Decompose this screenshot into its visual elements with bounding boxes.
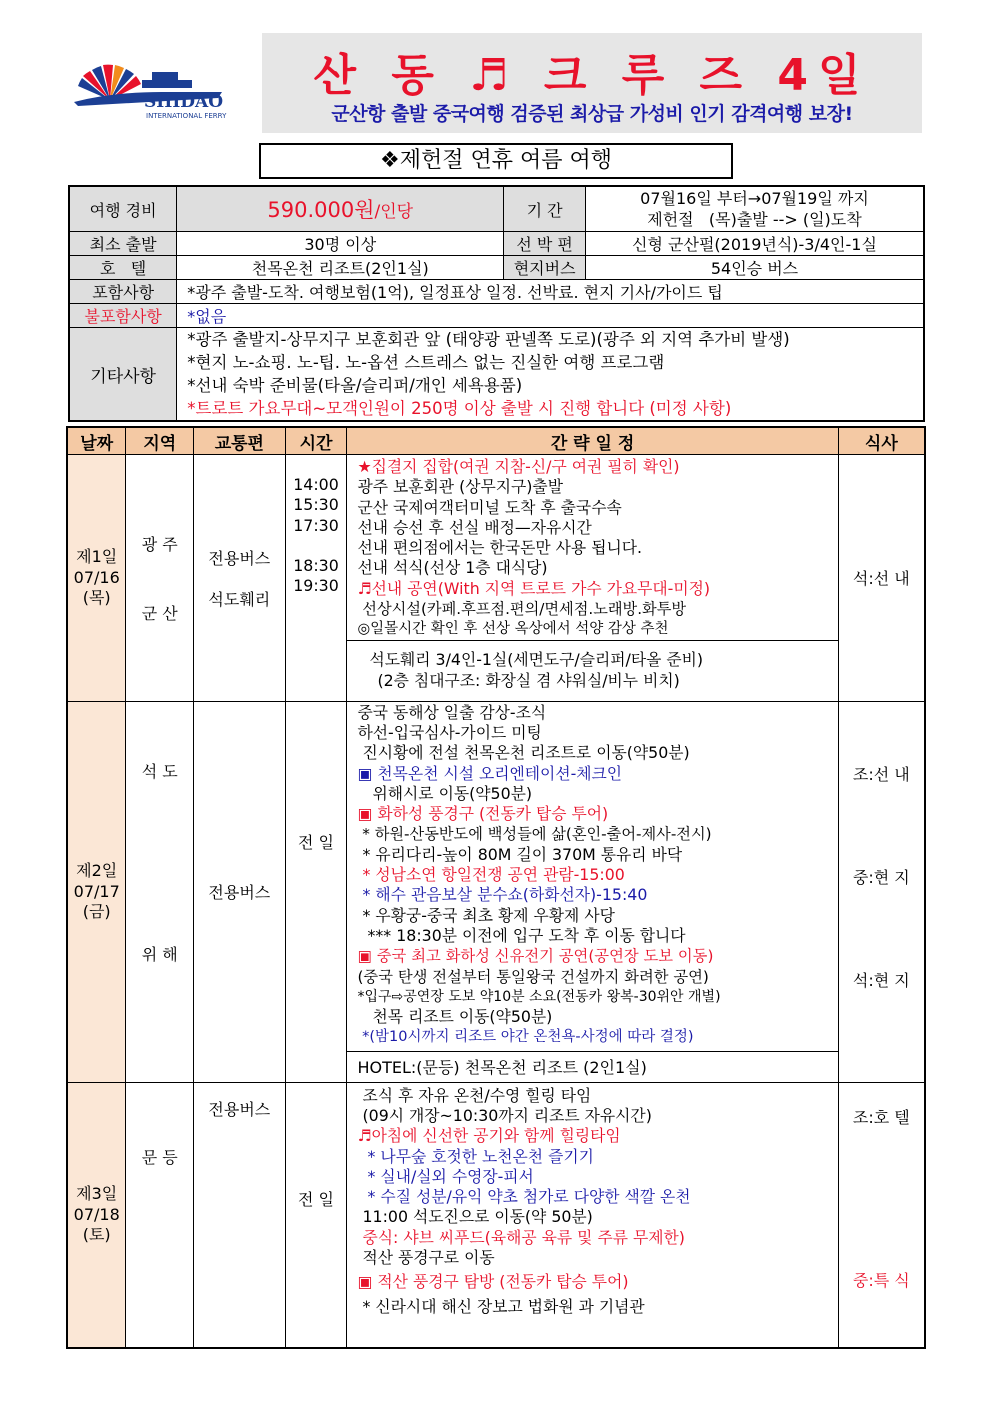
day1-transport-cell [194,455,286,702]
etc-line-red: *트로트 가요무대~모객인원이 250명 이상 출발 시 진행 합니다 (미정 사항) [187,399,732,418]
day3-time: 전 일 [285,1082,347,1348]
day2-meal-cell [838,701,925,1082]
hotel-value: 천목온천 리조트(2인1실) [177,256,504,280]
day1-day: 제1일 [76,547,118,567]
day2-dow: (금) [82,901,111,921]
day2-meal: 석:현 지 [852,970,910,990]
itinerary-line: ★집결지 집합(여권 지참-신/구 여권 필히 확인) [357,457,680,476]
itinerary-line: *(밤10시까지 리조트 야간 온천욕-사정에 따라 결정) [357,1029,694,1046]
day2-region-cell [126,701,194,1082]
day1-transport1: 전용버스 [208,548,271,568]
tour-name: ❖제헌절 연휴 여름 여행 [259,143,733,179]
day2-transport: 전용버스 [194,701,286,1082]
day3-date-cell [67,1082,126,1348]
excluded-value: *없음 [177,304,924,328]
period-line1: 07월16일 부터→07월19일 까지 [640,189,869,208]
etc-cell [177,328,924,422]
day3-meal: 중:특 식 [852,1270,910,1290]
hotel-line: (2층 침대구조: 화장실 겸 샤워실/비누 비치) [377,670,680,690]
day3-itinerary-cell [347,1082,838,1348]
itinerary-line: * 수질 성분/유익 약초 첨가로 다양한 색깔 온천 [357,1187,691,1207]
info-table [68,185,925,422]
day1-transport2: 석도훼리 [208,589,271,609]
day2-meal: 조:선 내 [852,764,910,784]
day1-date-cell [67,455,126,702]
title-banner [262,33,922,133]
itinerary-line: 적산 풍경구로 이동 [357,1248,495,1268]
day2-region2: 위 해 [141,944,178,964]
day2-region1: 석 도 [141,761,178,781]
day2-date: 07/17 [73,881,120,901]
period-cell [585,186,924,232]
itinerary-line: 선내 석식(선상 1층 대식당) [357,558,548,578]
info-row-excluded [69,304,924,328]
logo-brand: SHIDAO [144,92,224,112]
time-text: 15:30 [293,495,339,515]
day3-region: 문 등 [126,1082,194,1348]
day1-time-cell [285,455,347,702]
itinerary-line: 하선-입국심사-가이드 미팅 [357,722,542,742]
itinerary-line: ▣ 천목온천 시설 오리엔테이션-체크인 [357,763,623,783]
period-line2: 제헌절 (목)출발 --> (일)도착 [647,210,862,229]
itinerary-line: (중국 탄생 전설부터 통일왕국 건설까지 화려한 공연) [357,967,709,986]
itinerary-line: (09시 개장~10:30까지 리조트 자유시간) [357,1105,652,1125]
day3-meal: 조:호 텔 [852,1107,910,1127]
header-time: 시간 [285,427,347,455]
header-region: 지역 [126,427,194,455]
day1-region1: 광 주 [141,534,178,554]
hotel-line: 석도훼리 3/4인-1실(세면도구/슬리퍼/타올 준비) [369,650,704,670]
itinerary-line: 조식 후 자유 온천/수영 힐링 타임 [357,1085,592,1105]
time-text: 19:30 [293,576,339,596]
itinerary-line: * 해수 관음보살 분수쇼(하화선자)-15:40 [357,885,648,905]
hotel-label: 호 텔 [69,256,177,280]
itinerary-line: 선상시설(카페.후프점.편의/면세점.노래방.화투방 [357,600,687,619]
price-value: 590.000원 [267,198,375,222]
day2-itinerary-cell [347,701,838,1051]
info-row-price [69,186,924,232]
day2-date-cell [67,701,126,1082]
day2-row [67,701,925,1051]
day1-row [67,455,925,641]
itinerary-line: * 우황궁-중국 최초 황제 우황제 사당 [357,905,615,925]
schedule-table [66,426,926,1349]
itinerary-line: *입구⇨공연장 도보 약10분 소요(전동카 왕복-30위안 개별) [357,988,721,1005]
price-label: 여행 경비 [69,186,177,232]
shidao-logo [72,42,232,128]
day3-transport: 전용버스 [194,1082,286,1348]
info-row-included [69,280,924,304]
price-unit: /인당 [374,202,414,222]
price-cell [177,186,504,232]
itinerary-line: * 하원-산동반도에 백성들에 삶(혼인-출어-제사-전시) [357,825,712,844]
itinerary-line: *** 18:30분 이전에 입구 도착 후 이동 합니다 [357,925,686,945]
info-row-min [69,232,924,256]
day3-meal-cell [838,1082,925,1348]
header-date: 날짜 [67,427,126,455]
etc-line: *현지 노-쇼핑. 노-팁. 노-옵션 스트레스 없는 진실한 여행 프로그램 [187,353,665,372]
day1-region-cell [126,455,194,702]
ship-value: 신형 군산펄(2019년식)-3/4인-1실 [585,232,924,256]
bus-value: 54인승 버스 [585,256,924,280]
day1-meal: 석:선 내 [838,455,925,702]
itinerary-line: 중식: 샤브 씨푸드(육해공 육류 및 주류 무제한) [357,1227,685,1247]
min-label: 최소 출발 [69,232,177,256]
day3-date: 07/18 [73,1204,120,1224]
time-text: 18:30 [293,555,339,575]
day3-dow: (토) [82,1224,111,1244]
excluded-label: 불포함사항 [69,304,177,328]
info-row-etc [69,328,924,422]
etc-line: *선내 숙박 준비물(타올/슬리퍼/개인 세욕용품) [187,376,523,395]
day2-day: 제2일 [76,861,118,881]
header-itinerary: 간 략 일 정 [347,427,838,455]
itinerary-line: 천목 리조트 이동(약50분) [357,1007,553,1027]
info-row-hotel [69,256,924,280]
bus-label: 현지버스 [504,256,586,280]
day1-region2: 군 산 [141,603,178,623]
itinerary-line: * 성남소연 항일전쟁 공연 관람-15:00 [357,865,625,885]
itinerary-line: * 신라시대 해신 장보고 법화원 과 기념관 [357,1296,645,1316]
period-label: 기 간 [504,186,586,232]
itinerary-line: ♬아침에 신선한 공기와 함께 힐링타임 [357,1126,621,1146]
itinerary-line: * 유리다리-높이 80M 길이 370M 통유리 바닥 [357,844,683,864]
itinerary-line: ▣ 중국 최고 화하성 신유전기 공연(공연장 도보 이동) [357,947,714,966]
itinerary-line: 선내 편의점에서는 한국돈만 사용 됩니다. [357,538,642,558]
day2-meal: 중:현 지 [852,867,910,887]
day2-time: 전 일 [285,701,347,1082]
day1-hotel-cell [347,640,838,701]
header-meal: 식사 [838,427,925,455]
itinerary-line: * 나무숲 호젓한 노천온천 즐기기 [357,1146,594,1166]
itinerary-line: ▣ 적산 풍경구 탐방 (전동카 탑승 투어) [357,1272,629,1292]
day2-hotel: HOTEL:(문등) 천목온천 리조트 (2인1실) [347,1051,838,1082]
itinerary-line: 진시황에 전설 천목온천 리조트로 이동(약50분) [357,743,690,763]
included-label: 포함사항 [69,280,177,304]
itinerary-line: 군산 국제여객터미널 도착 후 출국수속 [357,497,622,517]
ship-label: 선 박 편 [504,232,586,256]
time-text: 17:30 [293,515,339,535]
included-value: *광주 출발-도착. 여행보험(1억), 일정표상 일정. 선박료. 현지 기사/가이드 팁 [177,280,924,304]
itinerary-line: 선내 승선 후 선실 배정—자유시간 [357,517,592,537]
etc-label: 기타사항 [69,328,177,422]
itinerary-line: ♬선내 공연(With 지역 트로트 가수 가요무대-미정) [357,578,711,598]
day3-row [67,1082,925,1348]
day1-date: 07/16 [73,567,120,587]
day3-day: 제3일 [76,1184,118,1204]
day1-dow: (목) [82,587,111,607]
schedule-header [67,427,925,455]
day1-itinerary-cell [347,455,838,641]
itinerary-line: * 실내/실외 수영장-피서 [357,1166,534,1186]
itinerary-line: 중국 동해상 일출 감상-조식 [357,702,547,722]
header-transport: 교통편 [194,427,286,455]
time-text: 14:00 [293,475,339,494]
itinerary-line: ◎일몰시간 확인 후 선상 옥상에서 석양 감상 추천 [357,621,669,638]
min-value: 30명 이상 [177,232,504,256]
etc-line: *광주 출발지-상무지구 보훈회관 앞 (태양광 판넬쪽 도로)(광주 외 지역 추가비 발생) [187,330,790,349]
itinerary-line: 11:00 석도진으로 이동(약 50분) [357,1207,593,1227]
itinerary-line: ▣ 화하성 풍경구 (전동카 탑승 투어) [357,804,609,824]
itinerary-line: 위해시로 이동(약50분) [357,783,533,803]
itinerary-line: 광주 보훈회관 (상무지구)출발 [357,477,563,497]
page-title: 산 동 ♬ 크 루 즈 4일 [313,50,871,101]
logo-subtext: INTERNATIONAL FERRY [146,112,227,120]
page-subtitle: 군산항 출발 중국여행 검증된 최상급 가성비 인기 감격여행 보장! [331,103,853,125]
